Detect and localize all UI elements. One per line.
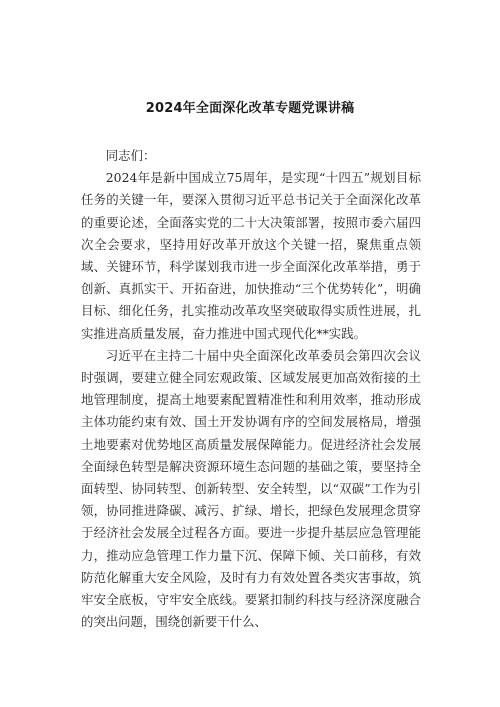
paragraph-1: 2024年是新中国成立75周年，是实现“十四五”规划目标任务的关键一年，要深入贯彻习近平总书记关于全面深化改革的重要论述，全面落实党的二十大决策部署，按照市委六届四次全会要求，坚持用好改革开放这个关键一招，聚焦重点领域、关键环节，科学谋划我市进一步全面深化改革举措，勇于创新、真抓实干、开拓奋进，加快推动“三个优势转化”，明确目标、细化任务，扎实推动改革攻坚突破取得实质性进展，扎实推进高质量发展，奋力推进中国式现代化**实践。 — [81, 170, 421, 341]
document-title: 2024年全面深化改革专题党课讲稿 — [145, 101, 355, 116]
document-body — [81, 145, 421, 633]
greeting: 同志们： — [105, 148, 156, 163]
paragraph-2: 习近平在主持二十届中央全面深化改革委员会第四次会议时强调，要建立健全同宏观政策、区域发展更加高效衔接的土地管理制度，提高土地要素配置精准性和利用效率，推动形成主体功能约束有效、国土开发协调有序的空间发展格局，增强土地要素对优势地区高质量发展保障能力。促进经济社会发展全面绿色转型是解决资源环境生态问题的基础之策，要坚持全面转型、协同转型、创新转型、安全转型，以“双碳”工作为引领，协同推进降碳、减污、扩绿、增长，把绿色发展理念贯穿于经济社会发展全过程各方面。要进一步提升基层应急管理能力，推动应急管理工作力量下沉、保障下倾、关口前移，有效防范化解重大安全风险，及时有力有效处置各类灾害事故，筑牢安全底板，守牢安全底线。要紧扣制约科技与经济深度融合的突出问题，围绕创新要干什么、 — [81, 347, 421, 630]
